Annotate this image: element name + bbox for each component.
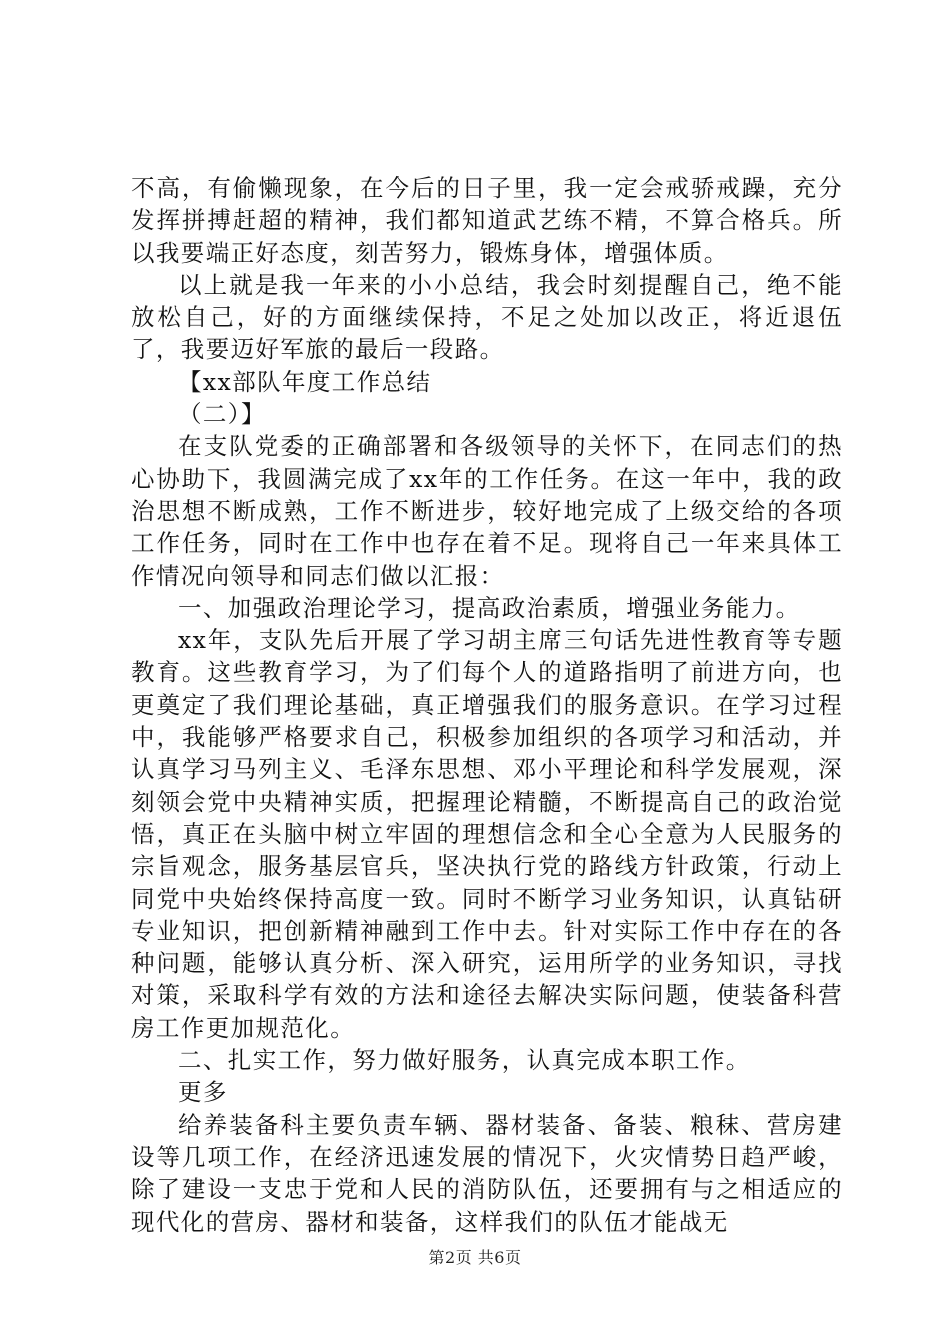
page-footer: 第2页 共6页 [428,1248,522,1267]
paragraph-introduction: 在支队党委的正确部署和各级领导的关怀下，在同志们的热心协助下，我圆满完成了xx年的工作任务。在这一年中，我的政治思想不断成熟，工作不断进步，较好地完成了上级交给的各项工作任务，同时在工作中也存在着不足。现将自己一年来具体工作情况向领导和同志们做以汇报： [131,432,843,590]
paragraph-summary-conclusion: 以上就是我一年来的小小总结，我会时刻提醒自己，绝不能放松自己，好的方面继续保持，不足之处加以改正，将近退伍了，我要迈好军旅的最后一段路。 [131,270,843,364]
document-body [131,172,843,1238]
section-heading-number: （二）】 [178,400,266,429]
paragraph-continuation: 不高，有偷懒现象，在今后的日子里，我一定会戒骄戒躁，充分发挥拼搏赶超的精神，我们都知道武艺练不精，不算合格兵。所以我要端正好态度，刻苦努力，锻炼身体，增强体质。 [131,174,843,267]
paragraph-supply-equipment: 给养装备科主要负责车辆、器材装备、备装、粮秣、营房建设等几项工作，在经济迅速发展的情况下，火灾情势日趋严峻，除了建设一支忠于党和人民的消防队伍，还要拥有与之相适应的现代化的营房、器材和装备，这样我们的队伍才能战无 [131,1110,843,1236]
more-link: 更多 [178,1078,228,1107]
paragraph-political-study: xx年，支队先后开展了学习胡主席三句话先进性教育等专题教育。这些教育学习，为了们每个人的道路指明了前进方向，也更奠定了我们理论基础，真正增强我们的服务意识。在学习过程中，我能够严格要求自己，积极参加组织的各项学习和活动，并认真学习马列主义、毛泽东思想、邓小平理论和科学发展观，深刻领会党中央精神实质，把握理论精髓，不断提高自己的政治觉悟，真正在头脑中树立牢固的理想信念和全心全意为人民服务的宗旨观念，服务基层官兵，坚决执行党的路线方针政策，行动上同党中央始终保持高度一致。同时不断学习业务知识，认真钻研专业知识，把创新精神融到工作中去。针对实际工作中存在的各种问题，能够认真分析、深入研究，运用所学的业务知识，寻找对策，采取科学有效的方法和途径去解决实际问题，使装备科营房工作更加规范化。 [131,626,843,1042]
section-heading-title: 【xx部队年度工作总结 [178,367,432,396]
subheading-political-study: 一、加强政治理论学习，提高政治素质，增强业务能力。 [178,593,801,622]
subheading-duties: 二、扎实工作，努力做好服务，认真完成本职工作。 [178,1046,751,1075]
